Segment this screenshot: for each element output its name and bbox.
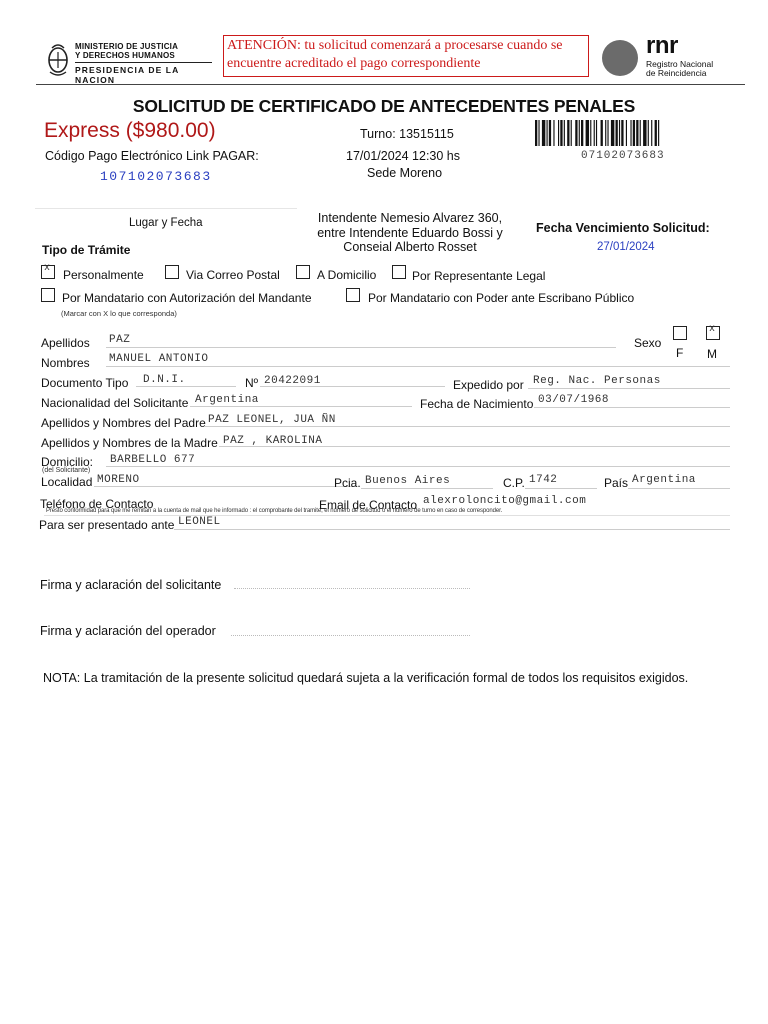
sede: Sede Moreno xyxy=(367,166,443,180)
ministry-logo xyxy=(46,40,216,85)
tramite-hint: (Marcar con X lo que corresponda) xyxy=(61,309,177,318)
domicilio-label: Domicilio: xyxy=(41,455,94,469)
rnr-name2: de Reincidencia xyxy=(646,68,707,78)
barcode-bar xyxy=(575,120,577,146)
pais-label: País xyxy=(604,476,629,490)
vencimiento-label: Fecha Vencimiento Solicitud: xyxy=(536,221,710,235)
option-personalmente: Personalmente xyxy=(63,268,144,282)
rnr-circle-icon xyxy=(602,40,638,76)
express-price: Express ($980.00) xyxy=(44,119,216,142)
barcode-bar xyxy=(542,120,545,146)
barcode-bar xyxy=(648,120,649,146)
doc-num-label: Nº xyxy=(245,376,259,390)
barcode-bar xyxy=(571,120,572,146)
nombres-value: MANUEL ANTONIO xyxy=(109,353,209,365)
madre-value: PAZ , KAROLINA xyxy=(223,435,323,447)
expedido-value: Reg. Nac. Personas xyxy=(533,375,661,387)
checkbox-a-domicilio[interactable] xyxy=(296,265,310,279)
checkbox-sexo-m[interactable] xyxy=(706,326,720,340)
ministry-line2: Y DERECHOS HUMANOS xyxy=(75,51,175,60)
barcode-bar xyxy=(655,120,657,146)
ministry-line3: PRESIDENCIA DE LA NACION xyxy=(75,65,180,85)
localidad-label: Localidad xyxy=(41,475,93,489)
header-rule xyxy=(36,84,745,85)
firma-solicitante-line[interactable] xyxy=(234,588,470,589)
vencimiento-date: 27/01/2024 xyxy=(597,241,655,253)
del-solicitante-note: (del Solicitante) xyxy=(42,467,91,474)
checkbox-personalmente[interactable] xyxy=(41,265,55,279)
cp-label: C.P. xyxy=(503,476,525,490)
form-title: SOLICITUD DE CERTIFICADO DE ANTECEDENTES PENALES xyxy=(132,96,636,116)
rnr-logo xyxy=(602,32,752,80)
barcode xyxy=(535,120,716,146)
telefono-label: Teléfono de Contacto xyxy=(40,497,154,511)
barcode-bar xyxy=(630,120,631,146)
checkbox-mandatario-autorizacion[interactable] xyxy=(41,288,55,302)
barcode-bar xyxy=(596,120,597,146)
turno-datetime: 17/01/2024 12:30 hs xyxy=(346,149,460,163)
presentado-value: LEONEL xyxy=(178,516,221,528)
nota: NOTA: La tramitación de la presente solicitud quedará sujeta a la verificación formal de todos los requisitos exigidos. xyxy=(43,671,689,685)
ministry-line1: MINISTERIO DE JUSTICIA xyxy=(75,42,179,51)
barcode-bar xyxy=(590,120,591,146)
pcia-label: Pcia. xyxy=(334,476,361,490)
firma-operador-label: Firma y aclaración del operador xyxy=(40,624,216,638)
checkbox-mandatario-poder[interactable] xyxy=(346,288,360,302)
sexo-f-label: F xyxy=(676,346,684,360)
barcode-bar xyxy=(564,120,565,146)
barcode-bar xyxy=(605,120,606,146)
option-representante-legal: Por Representante Legal xyxy=(412,269,546,283)
nombres-label: Nombres xyxy=(41,356,90,370)
padre-value: PAZ LEONEL, JUA ÑN xyxy=(208,414,336,426)
barcode-bar xyxy=(651,120,652,146)
option-a-domicilio: A Domicilio xyxy=(317,268,377,282)
cp-value: 1742 xyxy=(529,474,558,486)
apellidos-label: Apellidos xyxy=(41,336,90,350)
email-value: alexroloncito@gmail.com xyxy=(423,495,587,507)
localidad-value: MORENO xyxy=(97,474,140,486)
nacimiento-label: Fecha de Nacimiento xyxy=(420,397,534,411)
option-correo-postal: Via Correo Postal xyxy=(186,268,280,282)
tramite-label: Tipo de Trámite xyxy=(42,243,131,257)
barcode-bar xyxy=(560,120,562,146)
barcode-bar xyxy=(658,120,659,146)
barcode-bar xyxy=(640,120,641,146)
barcode-bar xyxy=(633,120,635,146)
email-label: Email de Contacto xyxy=(319,498,418,512)
sexo-m-label: M xyxy=(707,347,717,361)
barcode-bar xyxy=(547,120,548,146)
barcode-bar xyxy=(553,120,554,146)
option-mandatario-poder: Por Mandatario con Poder ante Escribano Público xyxy=(368,291,635,305)
checkbox-representante-legal[interactable] xyxy=(392,265,406,279)
barcode-bar xyxy=(616,120,618,146)
expedido-label: Expedido por xyxy=(453,378,524,392)
pago-label: Código Pago Electrónico Link PAGAR: xyxy=(45,149,259,163)
barcode-bar xyxy=(601,120,603,146)
lugar-separator xyxy=(35,208,297,209)
doc-num-value: 20422091 xyxy=(264,375,321,387)
barcode-bar xyxy=(643,120,646,146)
barcode-bar xyxy=(626,120,627,146)
barcode-bar xyxy=(594,120,595,146)
barcode-bar xyxy=(621,120,623,146)
padre-label: Apellidos y Nombres del Padre xyxy=(41,416,206,430)
conformidad-note: Presto conformidad para que me remitan a la cuenta de mail que he informado : el comprobante del tramite, el número de solicitud o el número de turno en caso de corresponder. xyxy=(46,508,503,514)
barcode-bar xyxy=(549,120,551,146)
barcode-bar xyxy=(581,120,583,146)
barcode-bar xyxy=(538,120,539,146)
checkbox-correo-postal[interactable] xyxy=(165,265,179,279)
apellidos-value: PAZ xyxy=(109,334,131,346)
barcode-bar xyxy=(586,120,589,146)
sexo-label: Sexo xyxy=(634,336,662,350)
barcode-bars xyxy=(535,120,716,146)
rnr-name1: Registro Nacional xyxy=(646,59,714,69)
sede-address: Intendente Nemesio Alvarez 360, entre Intendente Eduardo Bossi y Conseial Alberto Rosset xyxy=(317,211,503,254)
turno: Turno: 13515115 xyxy=(360,127,454,141)
argentina-coat-of-arms-icon xyxy=(46,40,70,78)
pcia-value: Buenos Aires xyxy=(365,475,451,487)
firma-solicitante-label: Firma y aclaración del solicitante xyxy=(40,578,222,592)
attention-box xyxy=(223,35,589,77)
option-mandatario-autorizacion: Por Mandatario con Autorización del Mandante xyxy=(62,291,312,305)
barcode-bar xyxy=(607,120,608,146)
pago-code: 107102073683 xyxy=(100,169,212,184)
checkbox-sexo-f[interactable] xyxy=(673,326,687,340)
rnr-wordmark: rnr xyxy=(646,32,678,59)
madre-label: Apellidos y Nombres de la Madre xyxy=(41,436,218,450)
presentado-label: Para ser presentado ante xyxy=(39,518,175,532)
nacimiento-value: 03/07/1968 xyxy=(538,394,610,406)
firma-operador-line[interactable] xyxy=(231,635,470,636)
pais-value: Argentina xyxy=(632,474,696,486)
barcode-bar xyxy=(558,120,559,146)
doc-tipo-value: D.N.I. xyxy=(143,374,186,386)
nacionalidad-label: Nacionalidad del Solicitante xyxy=(41,396,189,410)
attention-text: ATENCIÓN: tu solicitud comenzará a procesarse cuando se encuentre acreditado el pago correspondiente xyxy=(227,38,563,71)
barcode-bar xyxy=(579,120,580,146)
barcode-bar xyxy=(567,120,569,146)
lugar-fecha-label: Lugar y Fecha xyxy=(129,217,203,229)
barcode-bar xyxy=(636,120,638,146)
barcode-bar xyxy=(535,120,537,146)
nacionalidad-value: Argentina xyxy=(195,394,259,406)
domicilio-value: BARBELLO 677 xyxy=(110,454,196,466)
barcode-bar xyxy=(619,120,620,146)
barcode-number: 07102073683 xyxy=(581,150,665,162)
doc-tipo-label: Documento Tipo xyxy=(41,376,129,390)
barcode-bar xyxy=(611,120,614,146)
